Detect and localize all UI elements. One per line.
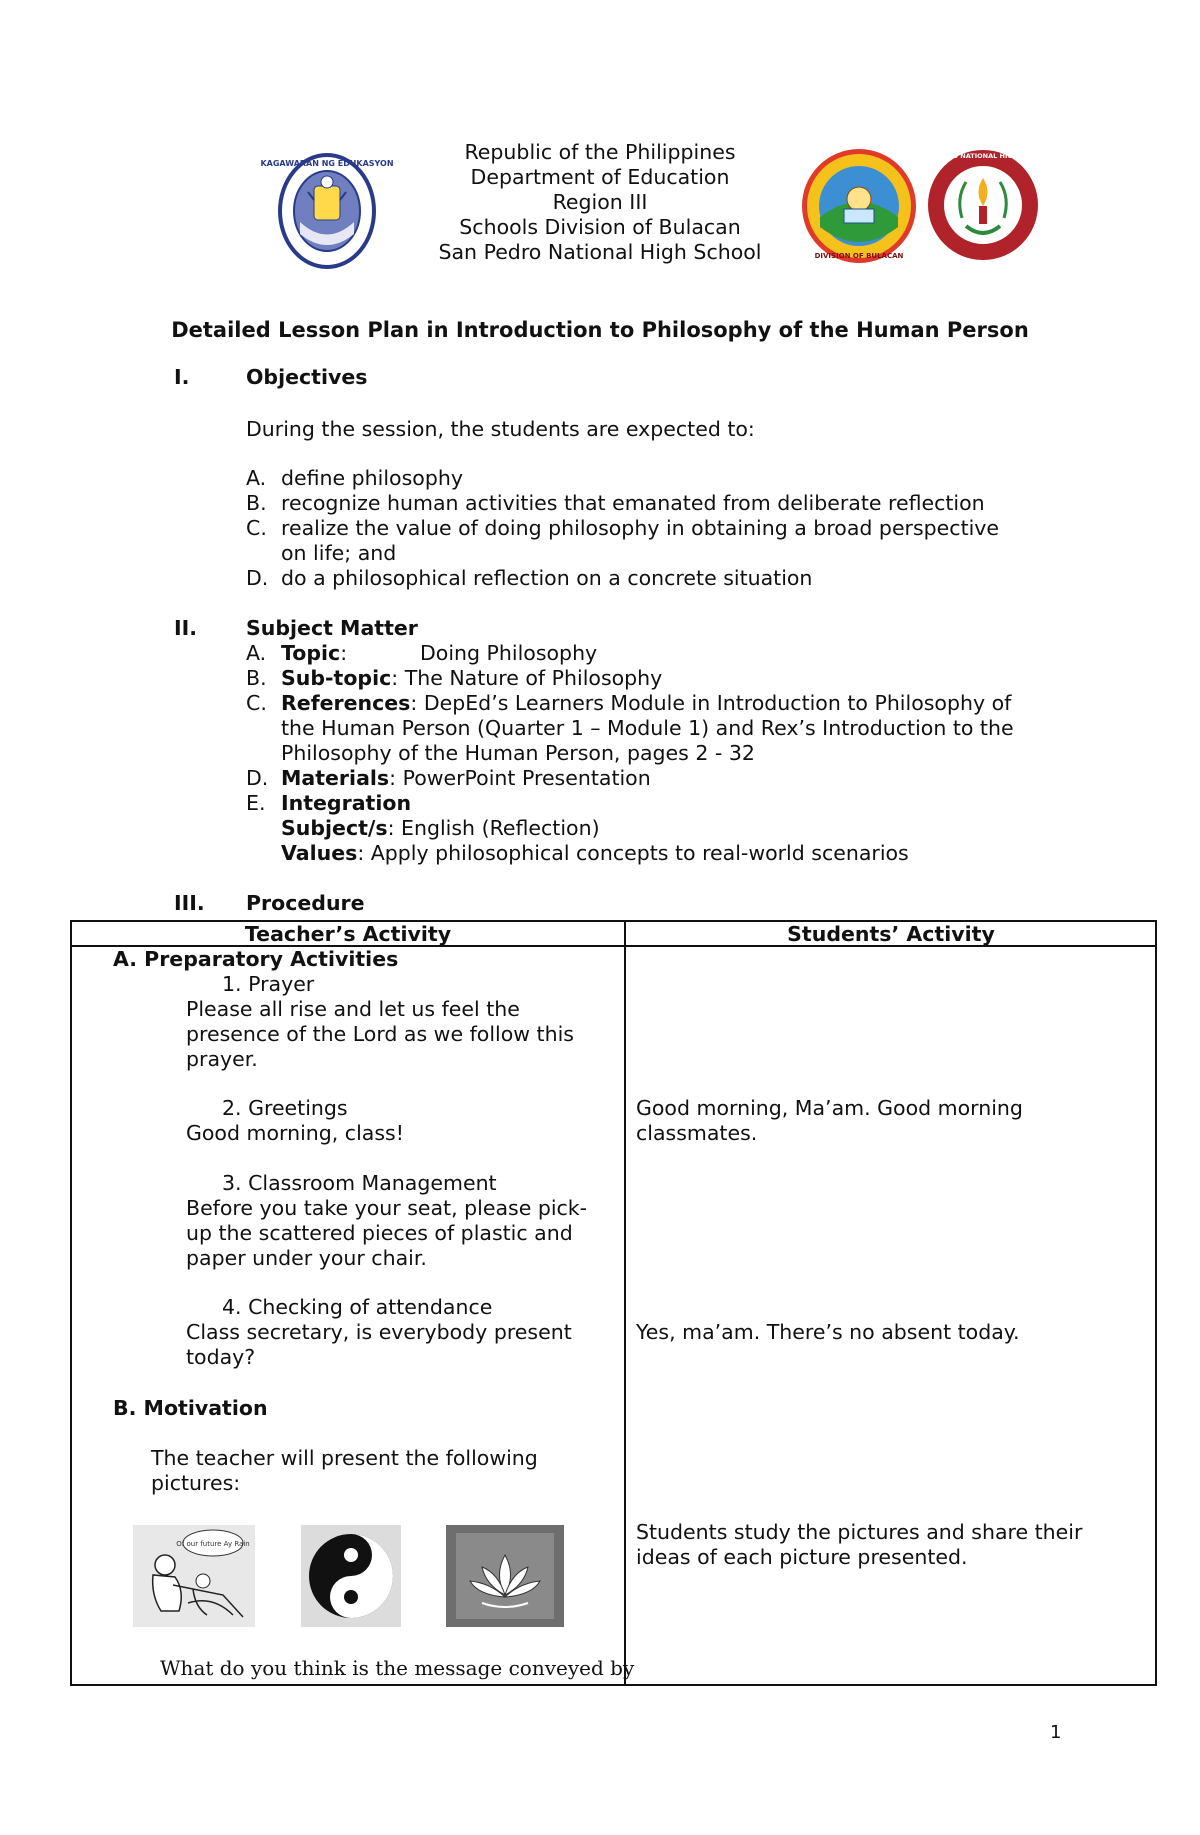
values-label: Values (281, 841, 358, 865)
motivation-reply: ideas of each picture presented. (636, 1545, 968, 1569)
integration-letter: E. (246, 791, 266, 815)
classroom-management-text: up the scattered pieces of plastic and (186, 1221, 573, 1245)
header-line-school: San Pedro National High School (438, 240, 762, 264)
greetings-reply: classmates. (636, 1121, 758, 1145)
values-value: : Apply philosophical concepts to real-world scenarios (357, 841, 909, 865)
col-header-students: Students’ Activity (787, 922, 995, 946)
references-continued: Philosophy of the Human Person, pages 2 - 32 (281, 741, 755, 765)
objectives-number: I. (174, 365, 190, 389)
subtopic-label: Sub-topic (281, 666, 392, 690)
values-row (281, 841, 909, 866)
motivation-heading: B. Motivation (113, 1396, 268, 1420)
subject-number: II. (174, 616, 198, 640)
objective-item: recognize human activities that emanated from deliberate reflection (281, 491, 985, 515)
references-row (281, 691, 1011, 716)
objective-item-continued: on life; and (281, 541, 397, 565)
motivation-reply: Students study the pictures and share their (636, 1520, 1083, 1544)
picture-1-bubble-text: Of our future Ay Rain (176, 1540, 250, 1548)
objective-letter: C. (246, 516, 267, 540)
attendance-text: Class secretary, is everybody present (186, 1320, 572, 1344)
subjects-label: Subject/s (281, 816, 388, 840)
subjects-row (281, 816, 600, 841)
materials-letter: D. (246, 766, 269, 790)
materials-row (281, 766, 651, 791)
deped-seal-text: KAGAWARAN NG EDUKASYON (260, 159, 394, 168)
document-title: Detailed Lesson Plan in Introduction to Philosophy of the Human Person (171, 318, 1029, 342)
references-label: References (281, 691, 411, 715)
school-seal-logo (915, 148, 1051, 262)
prep-activities-heading: A. Preparatory Activities (113, 947, 399, 971)
header-line-region: Region III (552, 190, 648, 214)
materials-label: Materials (281, 766, 390, 790)
materials-value: : PowerPoint Presentation (389, 766, 651, 790)
header-line-department: Department of Education (470, 165, 730, 189)
attendance-text: today? (186, 1345, 256, 1369)
prayer-text: presence of the Lord as we follow this (186, 1022, 574, 1046)
topic-separator: : (340, 641, 348, 665)
procedure-heading: Procedure (246, 891, 365, 915)
greetings-text: Good morning, class! (186, 1121, 404, 1145)
prayer-text: prayer. (186, 1047, 258, 1071)
yin-yang-picture (301, 1525, 401, 1627)
procedure-number: III. (174, 891, 205, 915)
references-continued: the Human Person (Quarter 1 – Module 1) and Rex’s Introduction to the (281, 716, 1014, 740)
prayer-text: Please all rise and let us feel the (186, 997, 520, 1021)
topic-letter: A. (246, 641, 267, 665)
objectives-heading: Objectives (246, 365, 368, 389)
classroom-management-title: 3. Classroom Management (222, 1171, 497, 1195)
header-line-republic: Republic of the Philippines (464, 140, 736, 164)
objective-item: realize the value of doing philosophy in obtaining a broad perspective (281, 516, 1000, 540)
motivation-question: What do you think is the message conveyed by (160, 1656, 635, 1680)
classroom-management-text: Before you take your seat, please pick- (186, 1196, 588, 1220)
subtopic-letter: B. (246, 666, 267, 690)
prayer-title: 1. Prayer (222, 972, 315, 996)
page-number: 1 (1050, 1722, 1062, 1743)
topic-label: Topic (281, 641, 341, 665)
table-border-left (70, 920, 72, 1684)
references-letter: C. (246, 691, 267, 715)
topic-value: Doing Philosophy (420, 641, 598, 665)
motivation-picture-1 (133, 1525, 255, 1627)
objective-letter: A. (246, 466, 267, 490)
subjects-value: : English (Reflection) (387, 816, 600, 840)
integration-label: Integration (281, 791, 412, 815)
references-value: : DepEd’s Learners Module in Introduction to Philosophy of (410, 691, 1012, 715)
table-column-divider (624, 920, 626, 1684)
objective-letter: D. (246, 566, 269, 590)
attendance-title: 4. Checking of attendance (222, 1295, 493, 1319)
lotus-picture (446, 1525, 564, 1627)
objective-letter: B. (246, 491, 267, 515)
subtopic-row (281, 666, 662, 691)
attendance-reply: Yes, ma’am. There’s no absent today. (636, 1320, 1020, 1344)
objective-item: do a philosophical reflection on a concrete situation (281, 566, 813, 590)
division-seal-text: DIVISION OF BULACAN (814, 252, 904, 260)
table-border-right (1155, 920, 1157, 1684)
motivation-text: pictures: (151, 1471, 241, 1495)
subject-heading: Subject Matter (246, 616, 418, 640)
subtopic-value: : The Nature of Philosophy (391, 666, 663, 690)
col-header-teacher: Teacher’s Activity (244, 922, 452, 946)
school-seal-text: SAN PEDRO NATIONAL HIGH SCHOOL (915, 152, 1051, 160)
classroom-management-text: paper under your chair. (186, 1246, 427, 1270)
objectives-intro: During the session, the students are expected to: (246, 417, 755, 441)
topic-row (281, 641, 347, 666)
motivation-text: The teacher will present the following (151, 1446, 538, 1470)
greetings-title: 2. Greetings (222, 1096, 348, 1120)
objective-item: define philosophy (281, 466, 463, 490)
header-line-division: Schools Division of Bulacan (459, 215, 741, 239)
greetings-reply: Good morning, Ma’am. Good morning (636, 1096, 1023, 1120)
letterhead (330, 140, 870, 265)
